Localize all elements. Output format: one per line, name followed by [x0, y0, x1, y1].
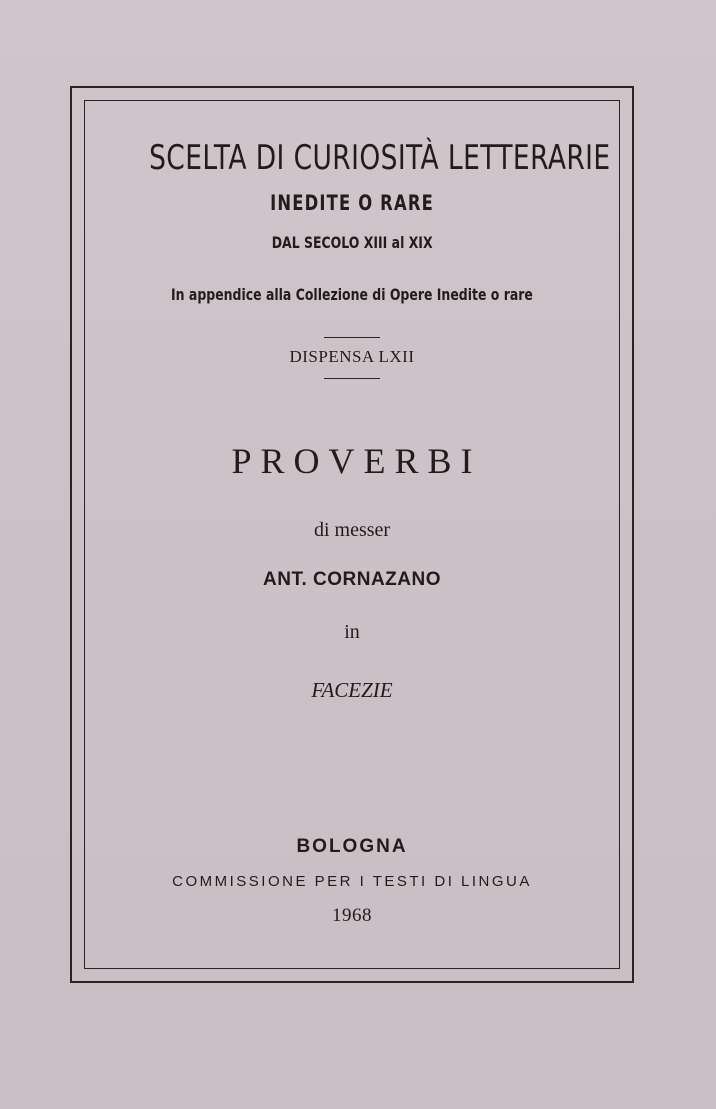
appendix-note: In appendice alla Collezione di Opere Inedite o rare — [171, 285, 533, 304]
publication-city: BOLOGNA — [296, 836, 408, 857]
centuries-line: DAL SECOLO XIII al XIX — [271, 233, 433, 252]
series-title: SCELTA DI CURIOSITÀ LETTERARIE — [149, 138, 611, 178]
publisher-name: COMMISSIONE PER I TESTI DI LINGUA — [172, 873, 532, 890]
rule-above-issue — [324, 337, 380, 338]
rule-below-issue — [324, 378, 380, 379]
by-line: di messer — [313, 519, 391, 541]
publication-year: 1968 — [332, 905, 372, 926]
author-name: ANT. CORNAZANO — [263, 569, 441, 590]
work-title: FACEZIE — [311, 678, 393, 702]
preposition: in — [344, 621, 360, 643]
issue-number: DISPENSA LXII — [289, 347, 415, 366]
book-title: PROVERBI — [231, 441, 482, 481]
series-subtitle: INEDITE O RARE — [270, 191, 434, 215]
